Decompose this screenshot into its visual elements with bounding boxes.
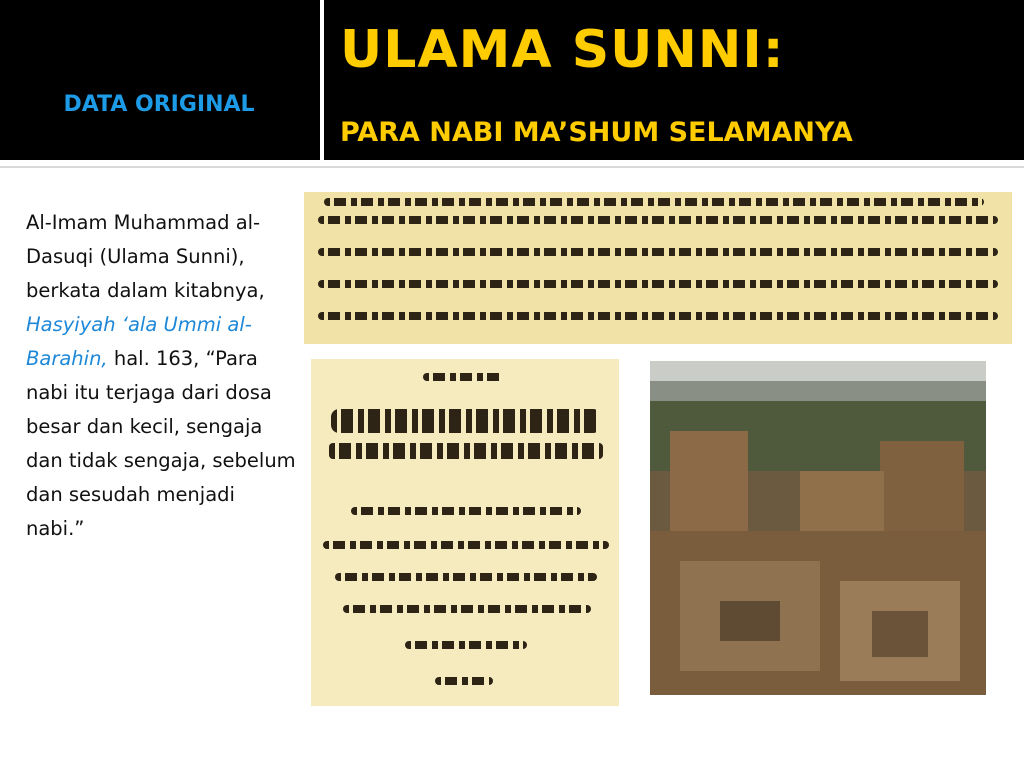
- fortress-photo-image: [650, 361, 986, 695]
- header-divider: [320, 0, 324, 160]
- quote-intro: Al-Imam Muhammad al-Dasuqi (Ulama Sunni), berkata dalam kitabnya,: [26, 211, 265, 302]
- quote-body: hal. 163, “Para nabi itu terjaga dari dosa besar dan kecil, sengaja dan tidak sengaja, sebelum dan sesudah menjadi nabi.”: [26, 347, 296, 540]
- header-left-panel: [0, 0, 318, 160]
- slide-title: ULAMA SUNNI:: [340, 20, 785, 80]
- slide-header: [0, 0, 1024, 160]
- fortress-illustration: [650, 361, 986, 695]
- quote-text: [26, 206, 296, 546]
- book-title-page-image: [311, 359, 619, 706]
- data-original-label: DATA ORIGINAL: [63, 92, 255, 117]
- book-title: Hasyiyah ‘ala Ummi al-Barahin,: [26, 313, 252, 370]
- manuscript-excerpt-image: [304, 192, 1012, 344]
- slide-subtitle: PARA NABI MA’SHUM SELAMANYA: [340, 117, 853, 148]
- header-rule: [0, 166, 1024, 168]
